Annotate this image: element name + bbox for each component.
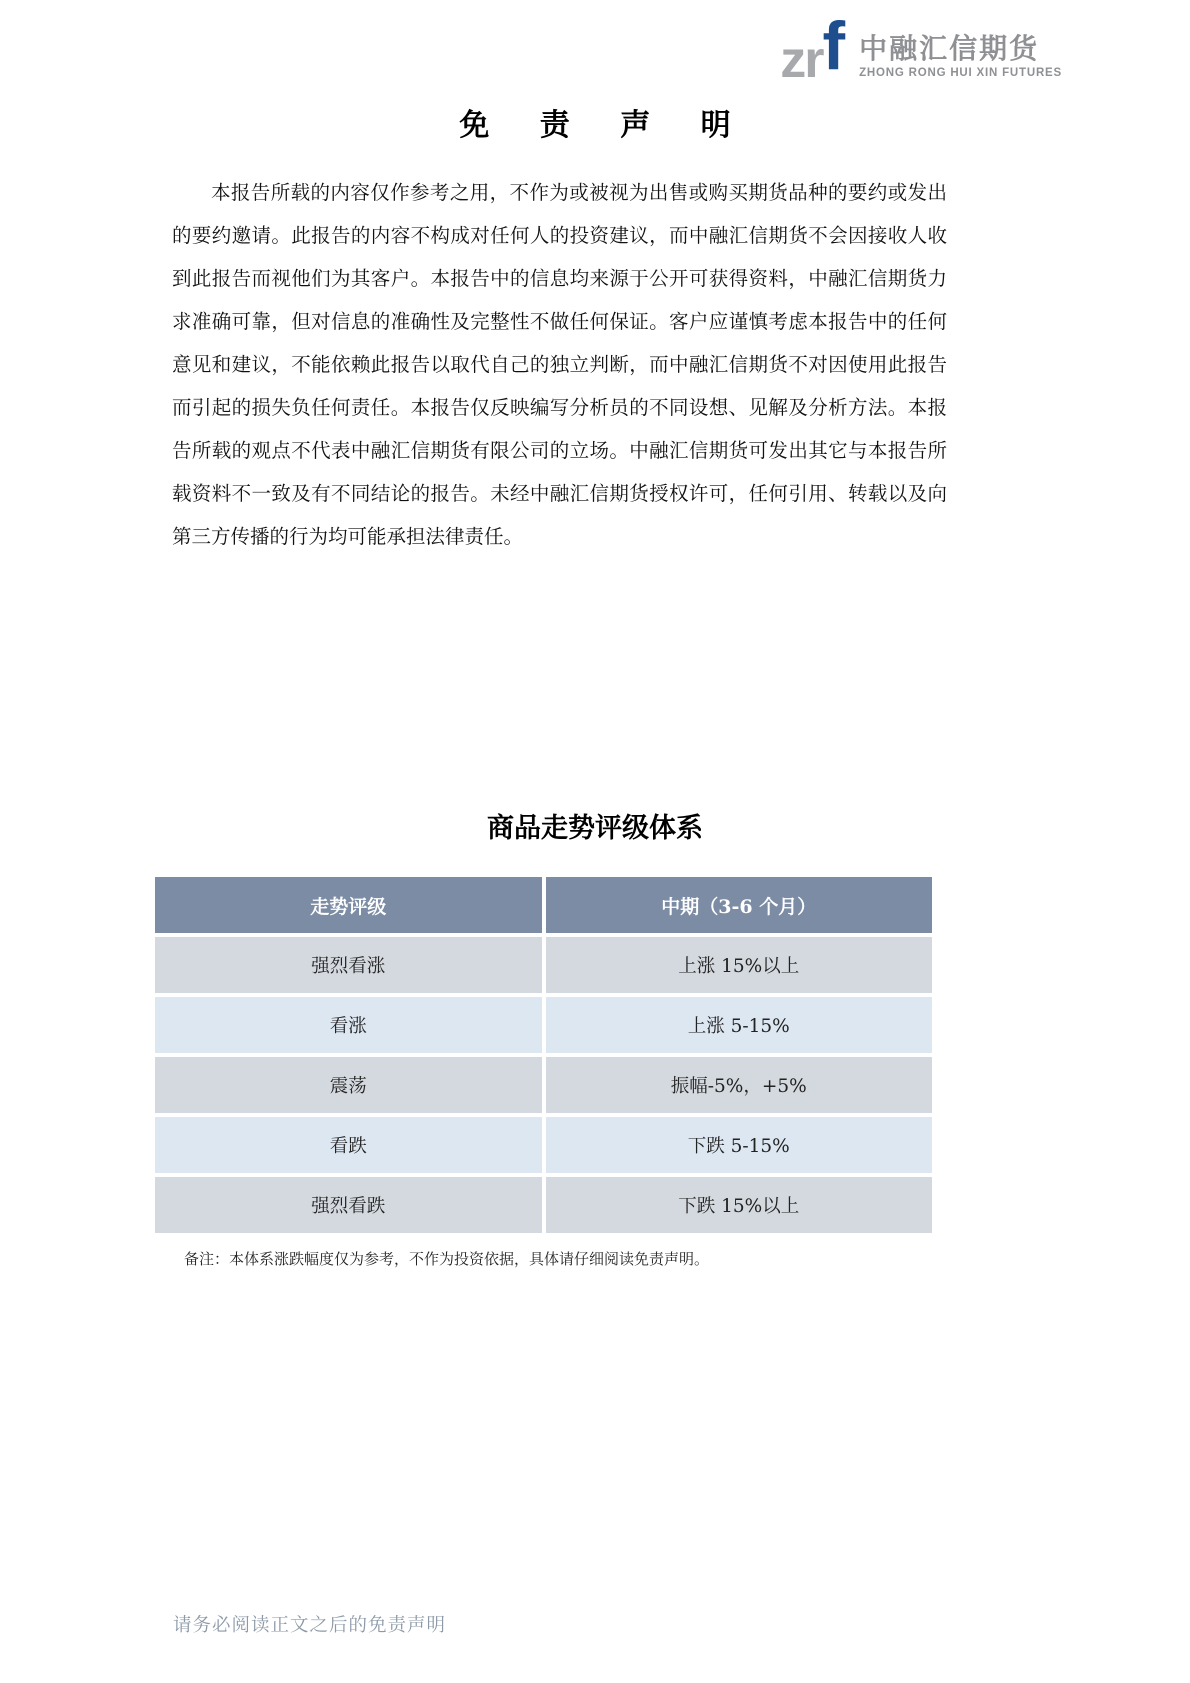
logo-company-name <box>859 20 1062 79</box>
table-cell-range: 下跌 5-15% <box>546 1117 933 1173</box>
table-cell-rating: 看跌 <box>155 1117 542 1173</box>
table-header-rating: 走势评级 <box>155 877 542 933</box>
table-cell-rating: 看涨 <box>155 997 542 1053</box>
logo-zr-letters: zr <box>780 31 823 89</box>
table-cell-rating: 强烈看涨 <box>155 937 542 993</box>
section-title: 商品走势评级体系 <box>487 813 703 844</box>
page-footer: 请务必阅读正文之后的免责声明 <box>173 1615 447 1636</box>
table-cell-range: 振幅-5%，+5% <box>546 1057 933 1113</box>
table-cell-range: 上涨 5-15% <box>546 997 933 1053</box>
table-cell-range: 上涨 15%以上 <box>546 937 933 993</box>
company-name-chinese: 中融汇信期货 <box>859 33 1040 64</box>
logo-zrf-mark <box>780 8 846 89</box>
table-cell-rating: 震荡 <box>155 1057 542 1113</box>
company-logo <box>780 8 1062 89</box>
table-cell-rating: 强烈看跌 <box>155 1177 542 1233</box>
table-header-period: 中期（3-6 个月） <box>546 877 933 933</box>
page-title: 免 责 声 明 <box>459 108 751 143</box>
table-note: 备注：本体系涨跌幅度仅为参考，不作为投资依据，具体请仔细阅读免责声明。 <box>184 1250 710 1268</box>
company-name-english: ZHONG RONG HUI XIN FUTURES <box>859 66 1062 79</box>
table-cell-range: 下跌 15%以上 <box>546 1177 933 1233</box>
rating-table <box>155 877 932 1233</box>
logo-f-letter: f <box>822 8 846 84</box>
disclaimer-body: 本报告所载的内容仅作参考之用，不作为或被视为出售或购买期货品种的要约或发出的要约邀请。此报告的内容不构成对任何人的投资建议，而中融汇信期货不会因接收人收到此报告而视他们为其客户。本报告中的信息均来源于公开可获得资料，中融汇信期货力求准确可靠，但对信息的准确性及完整性不做任何保证。客户应谨慎考虑本报告中的任何意见和建议，不能依赖此报告以取代自己的独立判断，而中融汇信期货不对因使用此报告而引起的损失负任何责任。本报告仅反映编写分析员的不同设想、见解及分析方法。本报告所载的观点不代表中融汇信期货有限公司的立场。中融汇信期货可发出其它与本报告所载资料不一致及有不同结论的报告。未经中融汇信期货授权许可，任何引用、转载以及向第三方传播的行为均可能承担法律责任。 <box>172 181 947 548</box>
